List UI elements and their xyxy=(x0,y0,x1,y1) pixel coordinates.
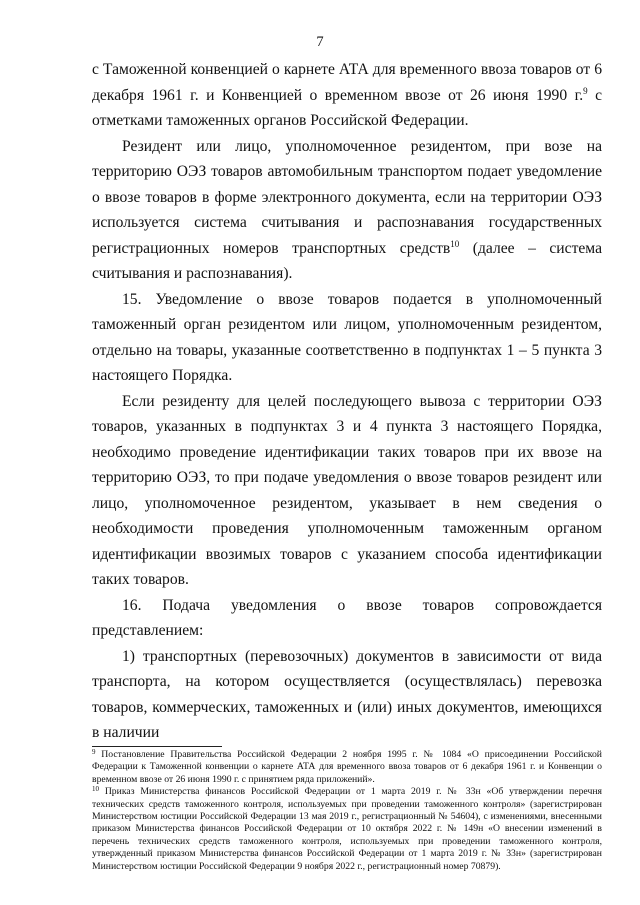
paragraph-identification: Если резиденту для целей последующего вывоза с территории ОЭЗ товаров, указанных в подпунктах 3 и 4 пункта 3 настоящего Порядка, необходимо проведение идентификации таких товаров при их ввозе на территорию ОЭЗ, то при подаче уведомления о ввозе товаров резидент или лицо, уполномоченное резидентом, указывает в нем сведения о необходимости проведения уполномоченным таможенным органом идентификации ввозимых товаров с указанием способа идентификации таких товаров. xyxy=(92,392,602,588)
paragraph-text: с Таможенной конвенцией о карнете АТА для временного ввоза товаров от 6 декабря 1961 г. и Конвенцией о временном ввозе от 26 июня 1990 г. xyxy=(92,61,602,104)
page-number: 7 xyxy=(316,34,324,50)
footnotes xyxy=(92,749,602,873)
paragraph-electronic-notice xyxy=(92,134,602,287)
paragraph-text: Резидент или лицо, уполномоченное резидентом, при возе на территорию ОЭЗ товаров автомобильным транспортом подает уведомление о ввозе товаров в форме электронного документа, если на территории ОЭЗ используется система считывания и распознавания государственных регистрационных номеров транспортных средств xyxy=(92,137,602,257)
footnote-ref-9[interactable]: 9 xyxy=(583,85,588,96)
footnote-separator xyxy=(92,746,222,747)
footnote-mark: 10 xyxy=(92,785,99,794)
footnote-9 xyxy=(92,749,602,786)
paragraph-text-tail: с отметками таможенных органов Российской Федерации. xyxy=(92,86,602,129)
footnote-mark: 9 xyxy=(92,748,96,756)
paragraph-item-15: 15. Уведомление о ввозе товаров подается в уполномоченный таможенный орган резидентом или лицом, уполномоченным резидентом, отдельно на товары, указанные соответственно в подпунктах 1 – 5 пункта 3 настоящего Порядка. xyxy=(92,290,602,384)
paragraph-subitem-1: 1) транспортных (перевозочных) документов в зависимости от вида транспорта, на котором осуществляется (осуществлялась) перевозка товаров, коммерческих, таможенных и (или) иных документов, имеющихся в наличии xyxy=(92,647,602,741)
footnote-text: Постановление Правительства Российской Федерации 2 ноября 1995 г. № 1084 «О присоединении Российской Федерации к Таможенной конвенции о карнете АТА для временного ввоза товаров от 6 декабря 1961 г. и Конвенции о временном ввозе от 26 июня 1990 г. с принятием ряда приложений». xyxy=(92,749,602,785)
body-text xyxy=(92,57,602,746)
paragraph-carnet xyxy=(92,57,602,134)
paragraph-item-16: 16. Подача уведомления о ввозе товаров сопровождается представлением: xyxy=(92,596,602,639)
paragraph-text-tail: (далее – система считывания и распознавания). xyxy=(92,239,602,282)
footnote-text: Приказ Министерства финансов Российской Федерации от 1 марта 2019 г. № 33н «Об утверждении перечня технических средств таможенного контроля, используемых при проведении таможенного контроля» (зарегистрирован Министерством юстиции Российской Федерации 13 мая 2019 г., регистрационный № 54604), с изменениями, внесенными приказом Министерства финансов Российской Федерации от 10 октября 2022 г. № 149н «О внесении изменений в перечень технических средств таможенного контроля, используемых при проведении таможенного контроля, утвержденный приказом Министерства финансов Российской Федерации от 1 марта 2019 г. № 33н» (зарегистрирован Министерством юстиции Российской Федерации 9 ноября 2022 г., регистрационный номер 70879). xyxy=(92,786,602,872)
footnote-ref-10[interactable]: 10 xyxy=(450,238,460,249)
footnote-10 xyxy=(92,786,602,873)
